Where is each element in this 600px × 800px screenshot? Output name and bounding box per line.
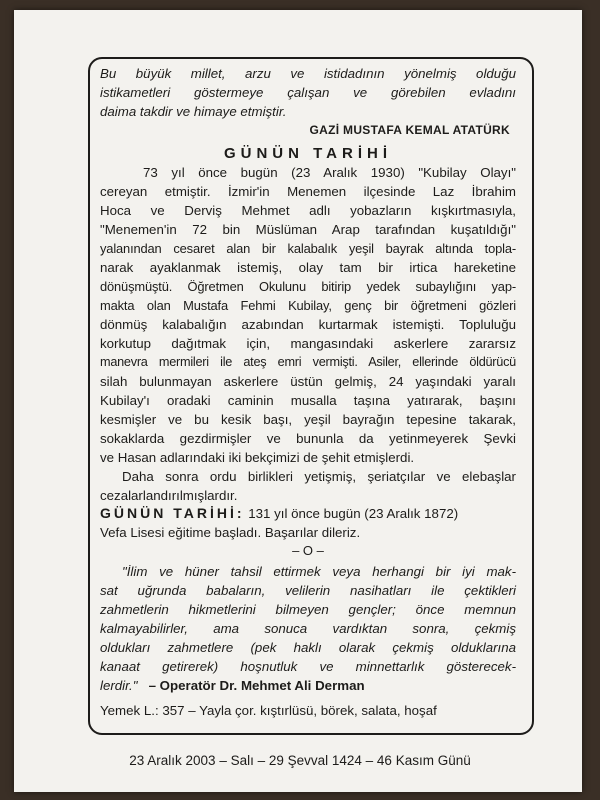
history-line: manevra mermileri ile ateş emri vermişti. Asiler, ellerinde öldürücü (100, 355, 516, 369)
quote2-line: zahmetlerin hikmetlerini bilmeyen gençler; önce memnun (100, 602, 516, 617)
quote2-line: lerdir." (100, 678, 138, 693)
school-line: Vefa Lisesi eğitime başladı. Başarılar dileriz. (100, 525, 361, 540)
history-line: 73 yıl önce bugün (23 Aralık 1930) "Kubilay Olayı" (143, 165, 516, 180)
quote2-last-line (100, 676, 516, 695)
quote2-line: "İlim ve hüner tahsil ettirmek veya herhangi bir iyi mak- (122, 564, 516, 579)
quote-line: daima takdir ve himaye etmiştir. (100, 104, 287, 119)
school-note (100, 504, 516, 523)
history-line: "Menemen'in 72 bin Müslüman Arap tarafından kuşatıldığı" (100, 222, 516, 237)
history-line: makta olan Mustafa Fehmi Kubilay, genç bir öğretmeni gözleri (100, 298, 516, 313)
quote-author: GAZİ MUSTAFA KEMAL ATATÜRK (309, 123, 510, 137)
history-line: silah bulunmayan askerlere üstün gelmiş, 24 yaşındaki yaralı (100, 374, 516, 389)
history-line: narak ayaklanmak istemiş, olay tam bir irtica hareketine (100, 260, 516, 275)
date-footer: 23 Aralık 2003 – Salı – 29 Şevval 1424 – 46 Kasım Günü (129, 752, 471, 768)
quote2-line: kanaat getirerek) hoşnutluk ve minnettarlık gösterecek- (100, 659, 516, 674)
divider: – O – (292, 543, 324, 558)
quote-line: istikametleri göstermeye çalışan ve görebilen evladını (100, 85, 516, 100)
menu-line: Yemek L.: 357 – Yayla çor. kıştırlüsü, börek, salata, hoşaf (100, 703, 437, 718)
history-line: cereyan etmiştir. İzmir'in Menemen ilçesinde Laz İbrahim (100, 184, 516, 199)
quote2-line: kalmayabilirler, ama sonuca vardıktan sonra, çekmiş (100, 621, 516, 636)
history-line: dönmüş kalabalığın azabından kurtarmak istemişti. Topluluğu (100, 317, 516, 332)
history-line: dönüşmüştü. Öğretmen Okulunu bitirip yedek subaylığını yap- (100, 279, 516, 294)
history-line: Daha sonra ordu birlikleri yetişmiş, şeriatçılar ve elebaşlar (122, 469, 516, 484)
history-line: korkutup dağıtmak için, mangasındaki askerlere zararsız (100, 336, 516, 351)
quote-line: Bu büyük millet, arzu ve istidadının yönelmiş olduğu (100, 66, 516, 81)
history-heading: GÜNÜN TARİHİ (223, 145, 393, 162)
history-line: sokaklarda gezdirmişler ve bununla da yetinmeyerek Şevki (100, 431, 516, 446)
school-heading: GÜNÜN TARİHİ: (100, 505, 245, 521)
quote2-line: oldukları zahmetlere (pek haklı olarak çekmiş olduklarına (100, 640, 516, 655)
history-line: kesmişler ve bu kesik başı, yeşil bayrağın tepesine takarak, (100, 412, 516, 427)
school-line: 131 yıl önce bugün (23 Aralık 1872) (248, 506, 459, 521)
quote2-signature: – Operatör Dr. Mehmet Ali Derman (148, 678, 365, 693)
history-line: Kubilay'ı oradaki caminin musalla taşına yatırarak, başını (100, 393, 516, 408)
quote2-line: sat uğrunda babaların, velilerin nasihatları ile çektikleri (100, 583, 516, 598)
history-line: Hoca ve Derviş Mehmet adlı yobazların kışkırtmasıyla, (100, 203, 516, 218)
history-line: ve Hasan adlarındaki iki bekçimizi de şehit etmişlerdi. (100, 450, 415, 465)
history-line: yalanından cesaret alan bir kalabalık yeşil bayrak altında topla- (100, 241, 516, 256)
history-line: cezalarlandırılmışlardır. (100, 488, 238, 503)
